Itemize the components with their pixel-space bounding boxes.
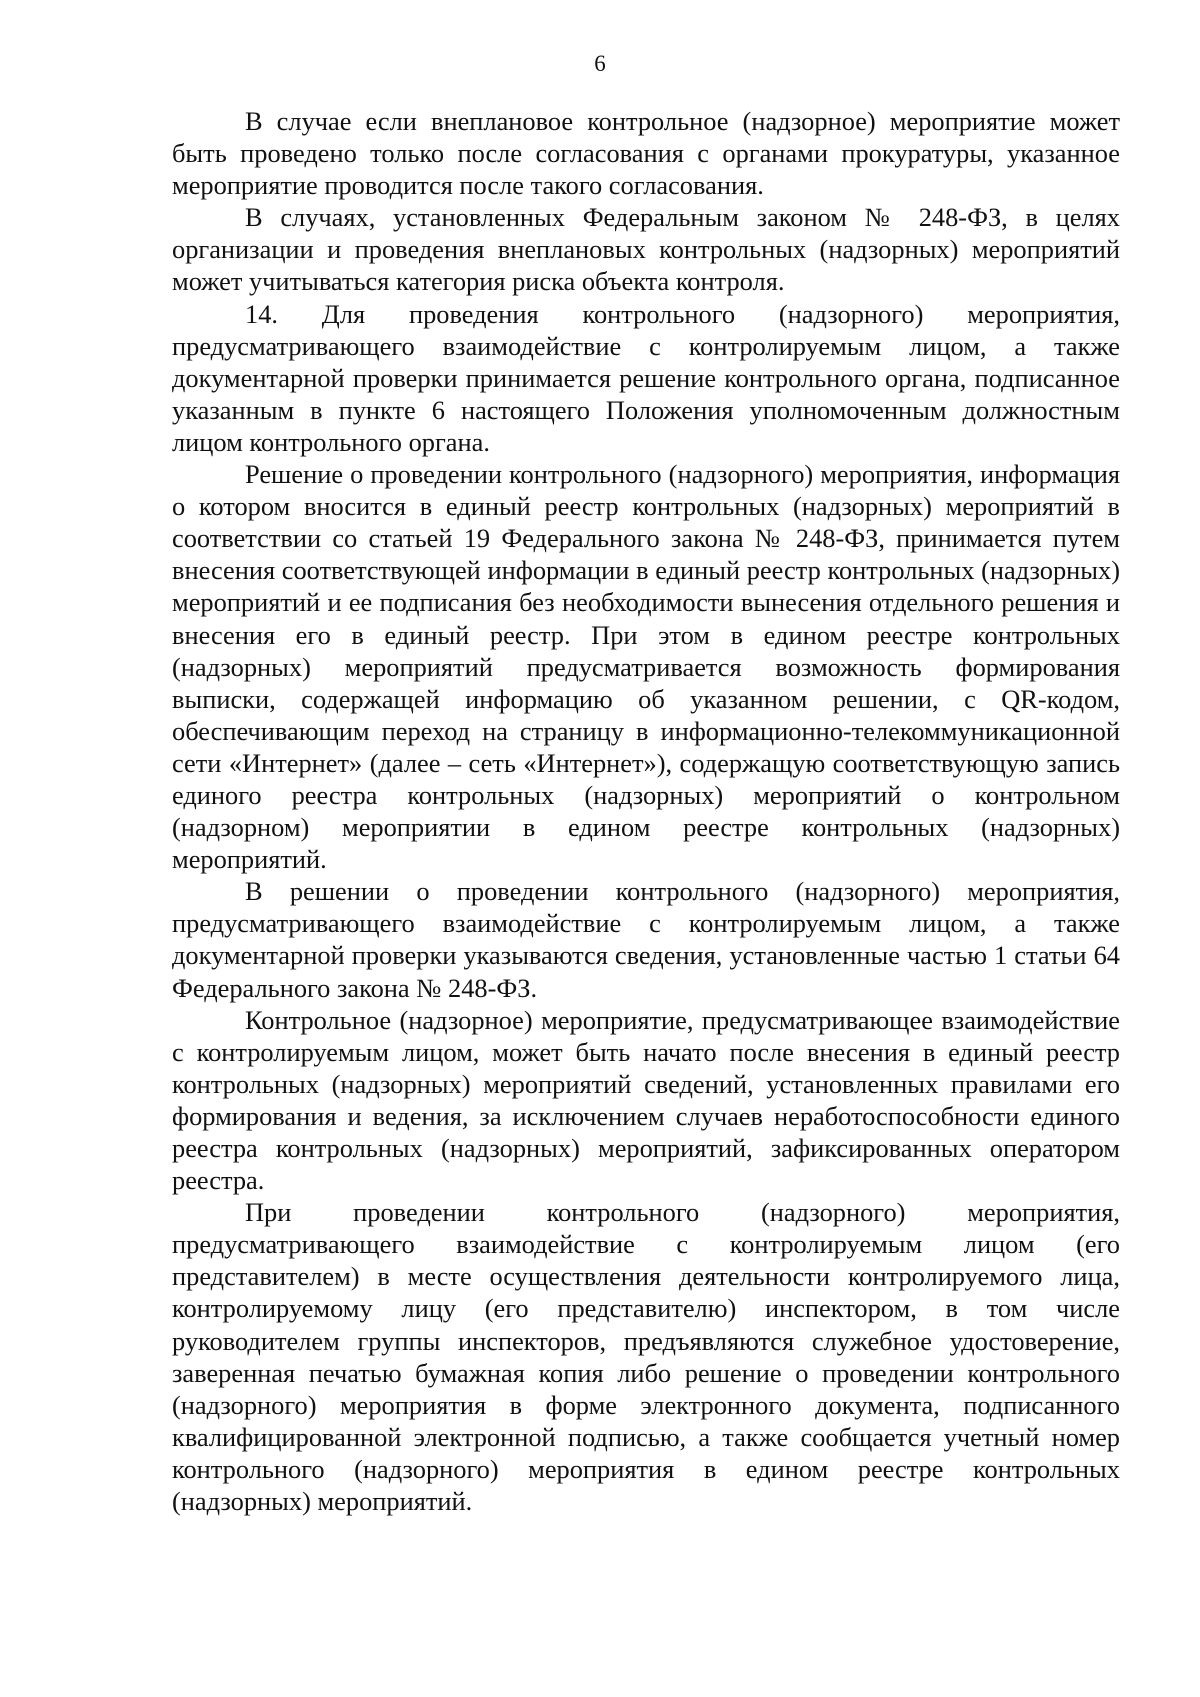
paragraph-registry-decision: Решение о проведении контрольного (надзорного) мероприятия, информация о котором вносится в единый реестр контрольных (надзорных) мероприятий в соответствии со статьей 19 Федерального закона № 248-ФЗ, принимается путем внесения соответствующей информации в единый реестр контрольных (надзорных) мероприятий и ее подписания без необходимости вынесения отдельного решения и внесения его в единый реестр. При этом в едином реестре контрольных (надзорных) мероприятий предусматривается возможность формирования выписки, содержащей информацию об указанном решении, с QR-кодом, обеспечивающим переход на страницу в информационно-телекоммуникационной сети «Интернет» (далее – сеть «Интернет»), содержащую соответствующую запись единого реестра контрольных (надзорных) мероприятий о контрольном (надзорном) мероприятии в едином реестре контрольных (надзорных) мероприятий. [172,459,1120,875]
paragraph-item-14: 14. Для проведения контрольного (надзорного) мероприятия, предусматривающего взаимодействие с контролируемым лицом, а также документарной проверки принимается решение контрольного органа, подписанное указанным в пункте 6 настоящего Положения уполномоченным должностным лицом контрольного органа. [172,298,1120,457]
paragraph-prosecutor-approval: В случае если внеплановое контрольное (надзорное) мероприятие может быть проведено только после согласования с органами прокуратуры, указанное мероприятие проводится после такого согласования. [172,106,1120,201]
document-body [172,105,1120,1517]
paragraph-decision-details: В решении о проведении контрольного (надзорного) мероприятия, предусматривающего взаимодействие с контролируемым лицом, а также документарной проверки указываются сведения, установленные частью 1 статьи 64 Федерального закона № 248-ФЗ. [172,876,1120,1003]
paragraph-inspector-documents: При проведении контрольного (надзорного) мероприятия, предусматривающего взаимодействие с контролируемым лицом (его представителем) в месте осуществления деятельности контролируемого лица, контролируемому лицу (его представителю) инспектором, в том числе руководителем группы инспекторов, предъявляются служебное удостоверение, заверенная печатью бумажная копия либо решение о проведении контрольного (надзорного) мероприятия в форме электронного документа, подписанного квалифицированной электронной подписью, а также сообщается учетный номер контрольного (надзорного) мероприятия в едином реестре контрольных (надзорных) мероприятий. [172,1197,1120,1517]
page-number: 6 [594,51,606,76]
paragraph-event-start: Контрольное (надзорное) мероприятие, предусматривающее взаимодействие с контролируемым лицом, может быть начато после внесения в единый реестр контрольных (надзорных) мероприятий сведений, установленных правилами его формирования и ведения, за исключением случаев неработоспособности единого реестра контрольных (надзорных) мероприятий, зафиксированных оператором реестра. [172,1004,1120,1196]
paragraph-risk-category: В случаях, установленных Федеральным законом № 248-ФЗ, в целях организации и проведения внеплановых контрольных (надзорных) мероприятий может учитываться категория риска объекта контроля. [172,202,1120,297]
